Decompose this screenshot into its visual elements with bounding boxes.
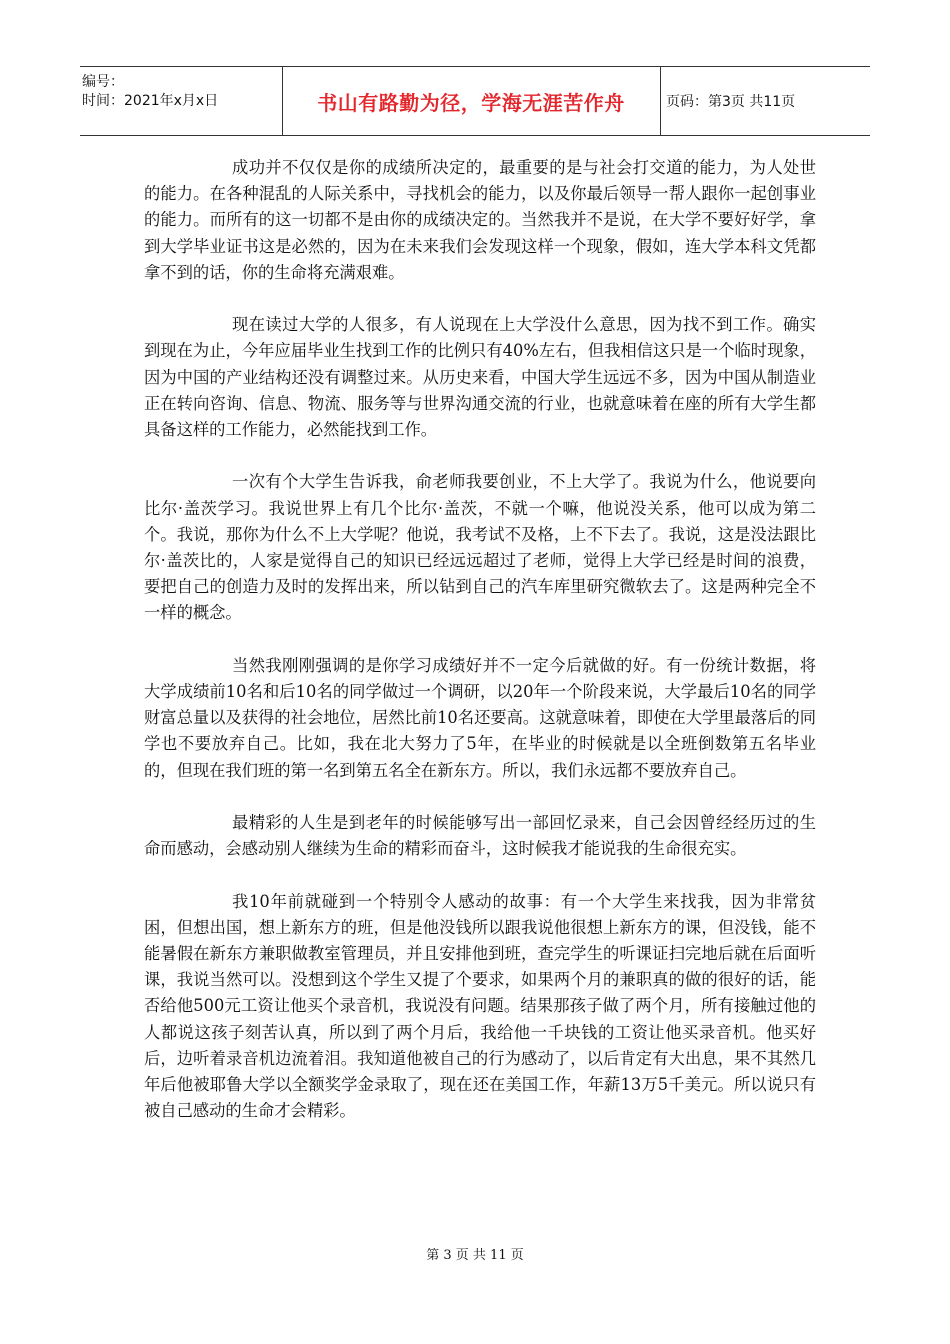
number-label: 编号： (82, 74, 124, 90)
paragraph-2: 现在读过大学的人很多，有人说现在上大学没什么意思，因为找不到工作。确实到现在为止，今年应届毕业生找到工作的比例只有40%左右，但我相信这只是一个临时现象，因为中国的产业结构还没有调整过来。从历史来看，中国大学生远远不多，因为中国从制造业正在转向咨询、信息、物流、服务等与世界沟通交流的行业，也就意味着在座的所有大学生都具备这样的工作能力，必然能找到工作。 (144, 315, 816, 440)
paragraph-6: 我10年前就碰到一个特别令人感动的故事：有一个大学生来找我，因为非常贫困，但想出国，想上新东方的班，但是他没钱所以跟我说他很想上新东方的课，但没钱，能不能暑假在新东方兼职做教室管理员，并且安排他到班，查完学生的听课证扫完地后就在后面听课，我说当然可以。没想到这个学生又提了个要求，如果两个月的兼职真的做的很好的话，能否给他500元工资让他买个录音机，我说没有问题。结果那孩子做了两个月，所有接触过他的人都说这孩子刻苦认真，所以到了两个月后，我给他一千块钱的工资让他买录音机。他买好后，边听着录音机边流着泪。我知道他被自己的行为感动了，以后肯定有大出息，果不其然几年后他被耶鲁大学以全额奖学金录取了，现在还在美国工作，年薪13万5千美元。所以说只有被自己感动的生命才会精彩。 (144, 891, 816, 1121)
paragraph-5: 最精彩的人生是到老年的时候能够写出一部回忆录来，自己会因曾经经历过的生命而感动，会感动别人继续为生命的精彩而奋斗，这时候我才能说我的生命很充实。 (144, 813, 816, 859)
time-label: 时间：2021年x月x日 (82, 93, 219, 109)
page-header (80, 66, 870, 136)
header-divider-right (660, 67, 661, 135)
document-body (144, 155, 816, 1151)
header-page-info: 页码：第3页 共11页 (666, 94, 796, 110)
header-meta (80, 67, 282, 135)
header-motto: 书山有路勤为径，学海无涯苦作舟 (317, 90, 625, 115)
paragraph-1: 成功并不仅仅是你的成绩所决定的，最重要的是与社会打交道的能力，为人处世的能力。在各种混乱的人际关系中，寻找机会的能力，以及你最后领导一帮人跟你一起创事业的能力。而所有的这一切都不是由你的成绩决定的。当然我并不是说，在大学不要好好学，拿到大学毕业证书这是必然的，因为在未来我们会发现这样一个现象，假如，连大学本科文凭都拿不到的话，你的生命将充满艰难。 (144, 158, 816, 282)
paragraph-4: 当然我刚刚强调的是你学习成绩好并不一定今后就做的好。有一份统计数据，将大学成绩前10名和后10名的同学做过一个调研，以20年一个阶段来说，大学最后10名的同学财富总量以及获得的社会地位，居然比前10名还要高。这就意味着，即使在大学里最落后的同学也不要放弃自己。比如，我在北大努力了5年，在毕业的时候就是以全班倒数第五名毕业的，但现在我们班的第一名到第五名全在新东方。所以，我们永远都不要放弃自己。 (144, 655, 816, 780)
paragraph-3: 一次有个大学生告诉我，俞老师我要创业，不上大学了。我说为什么，他说要向比尔·盖茨学习。我说世界上有几个比尔·盖茨，不就一个嘛，他说没关系，他可以成为第二个。我说，那你为什么不上大学呢？他说，我考试不及格，上不下去了。我说，这是没法跟比尔·盖茨比的，人家是觉得自己的知识已经远远超过了老师，觉得上大学已经是时间的浪费，要把自己的创造力及时的发挥出来，所以钻到自己的汽车库里研究微软去了。这是两种完全不一样的概念。 (144, 472, 816, 623)
page-footer: 第 3 页 共 11 页 (426, 1248, 524, 1263)
